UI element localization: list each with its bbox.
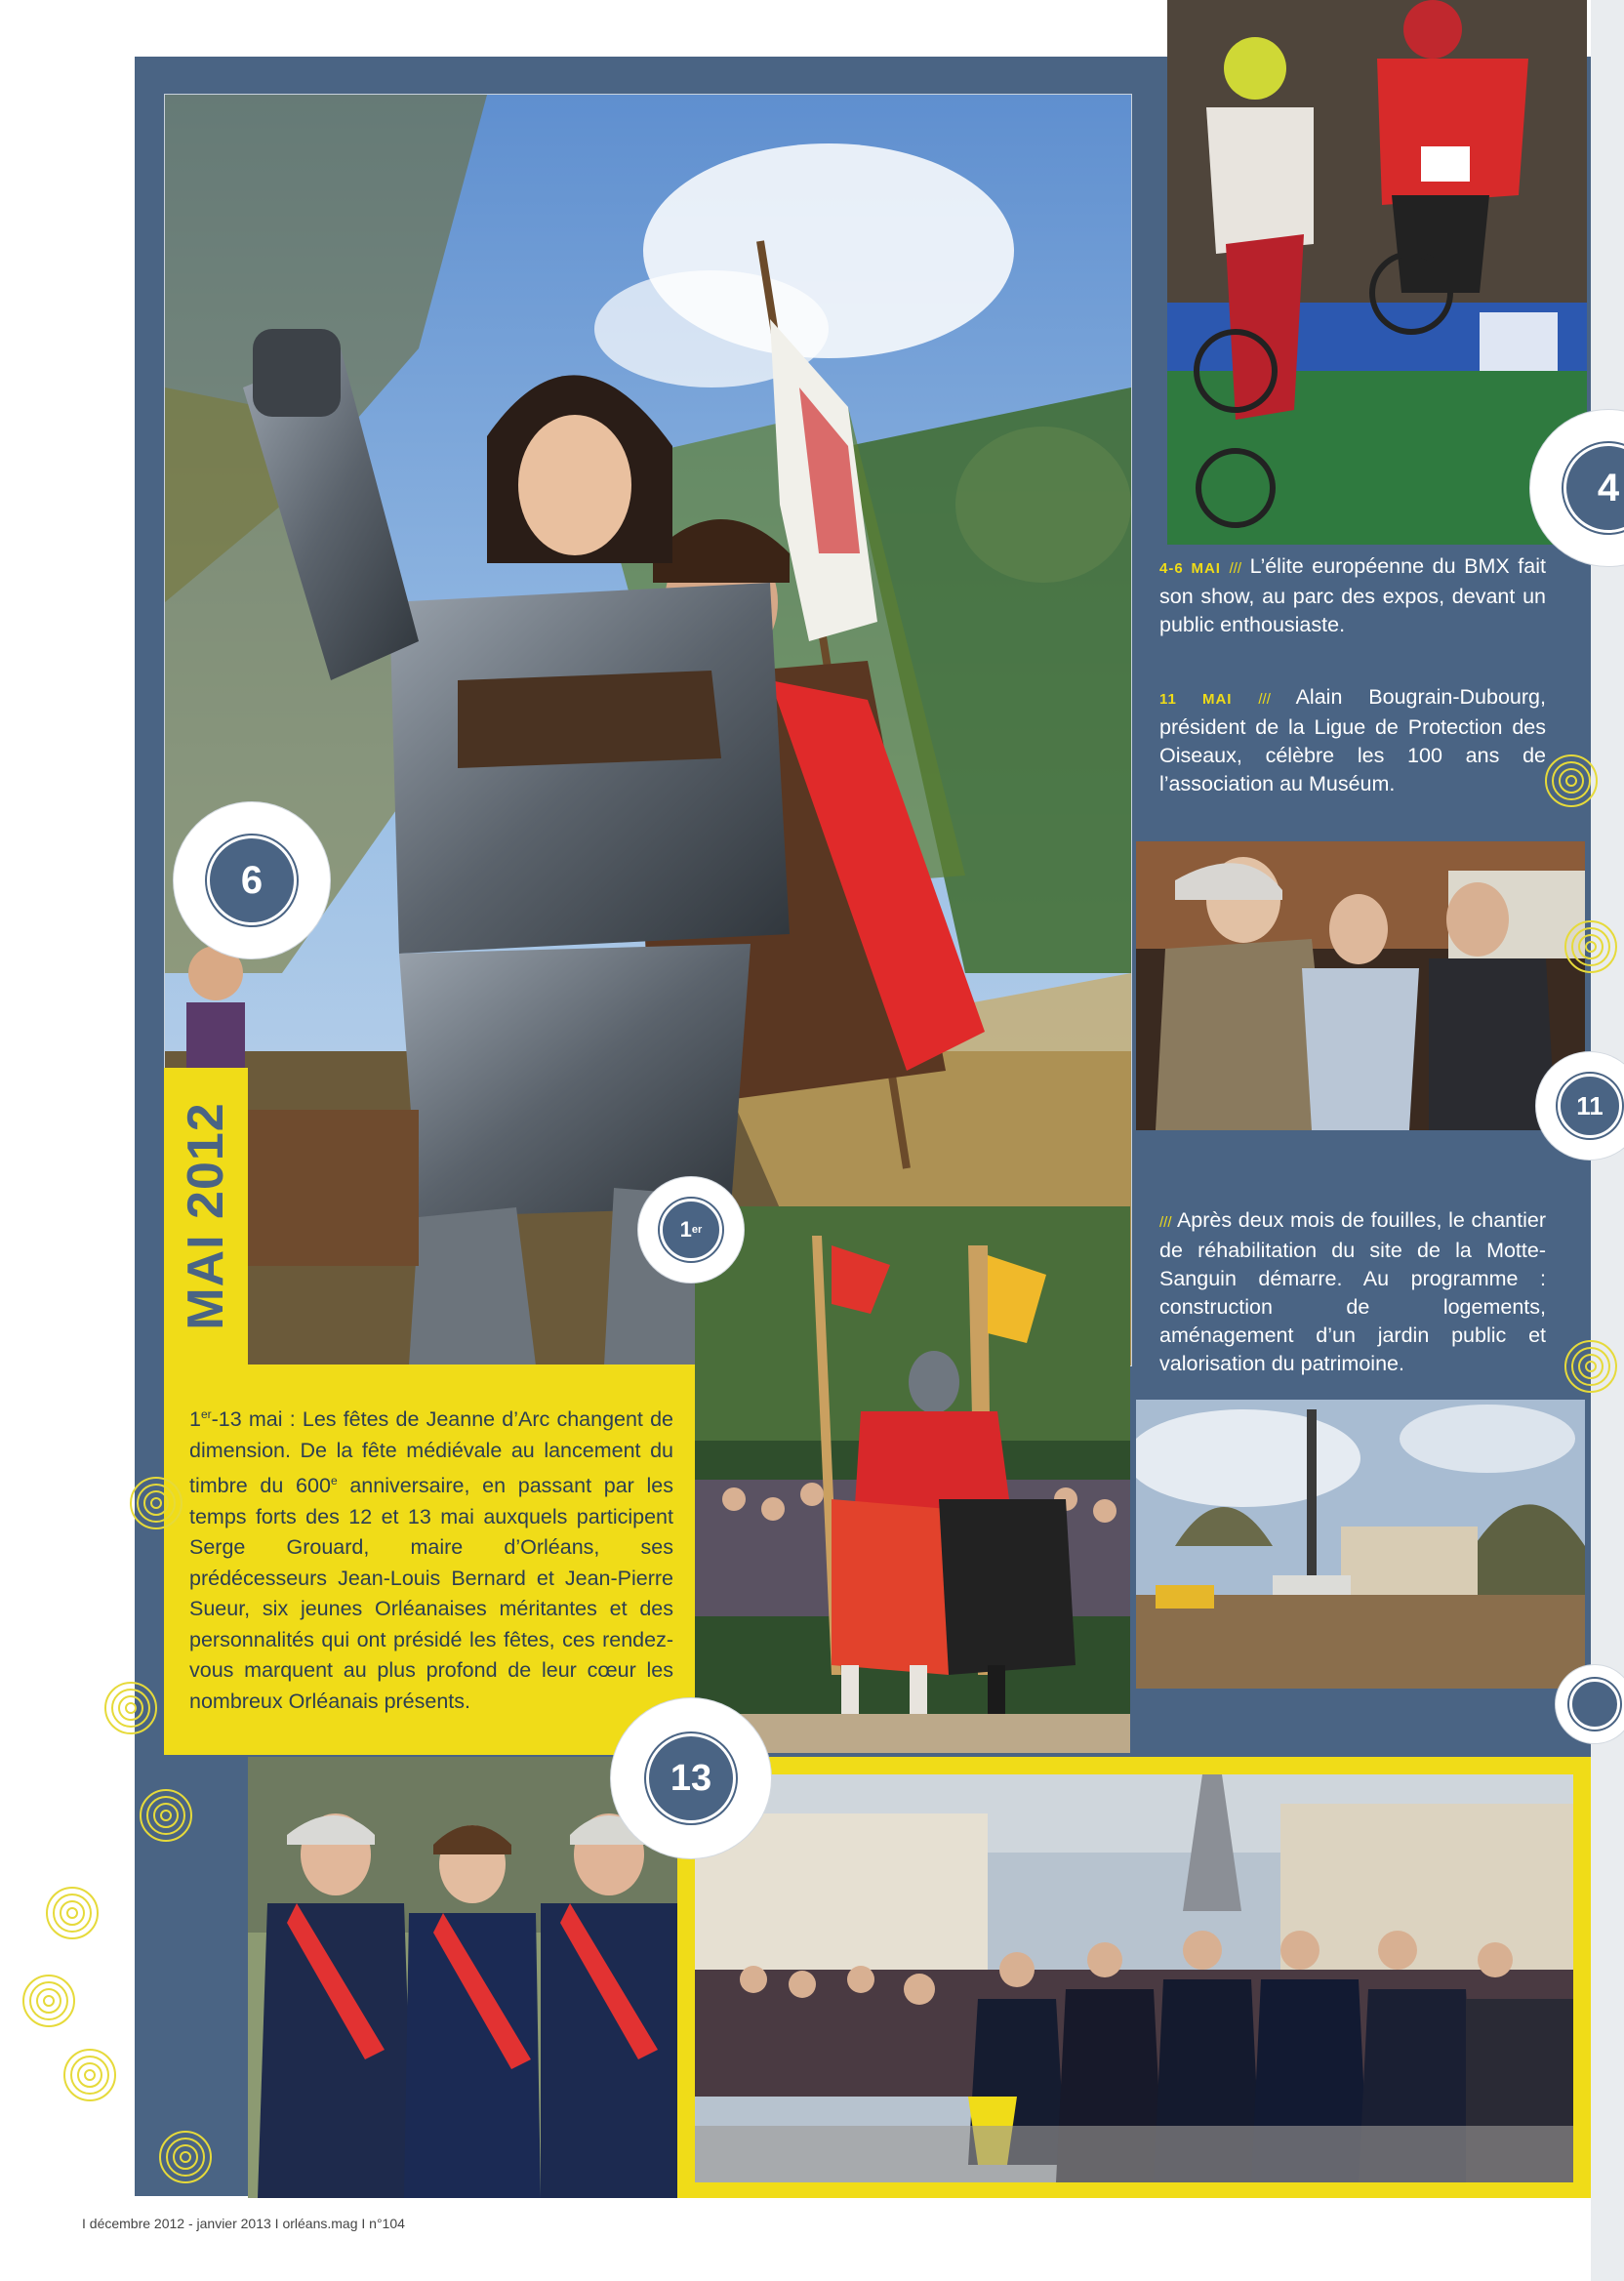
main-text-ordinal-sup: e	[330, 1474, 338, 1488]
day-badge-6	[174, 802, 330, 958]
caption-oiseaux	[1159, 683, 1546, 798]
day-badge-1er-digit: 1	[679, 1217, 692, 1242]
spiral-decor-icon	[102, 1679, 160, 1737]
photo-mayors-illustration	[248, 1757, 677, 2198]
caption-fouilles-text: Après deux mois de fouilles, le chantier de réhabilitation du site de la Motte-Sanguin démarre. Au programme : construction de logements, aménagement d’un jardin public et valorisation du patrimoine.	[1159, 1208, 1546, 1375]
day-badge-4-number: 4	[1563, 443, 1624, 533]
caption-bmx	[1159, 552, 1546, 639]
caption-oiseaux-text: Alain Bougrain-Dubourg, président de la Ligue de Protection des Oiseaux, célèbre les 100 ans de l’association au Muséum.	[1159, 685, 1546, 795]
main-text-part-a: -13 mai : Les fêtes de Jeanne d’Arc changent de dimension. De la fête médiévale au lancement du timbre du 600	[189, 1407, 673, 1498]
spiral-decor-icon	[137, 1786, 195, 1845]
day-badge-13	[611, 1698, 771, 1858]
caption-bmx-date: 4-6 MAI	[1159, 560, 1221, 577]
photo-street-parade	[695, 1774, 1573, 2182]
spiral-decor-icon	[61, 2046, 119, 2104]
caption-bmx-text: L’élite européenne du BMX fait son show, au parc des expos, devant un public enthousiaste.	[1159, 554, 1546, 636]
caption-fouilles	[1159, 1206, 1546, 1378]
ring-badge-empty-center	[1569, 1679, 1620, 1730]
photo-museum-event	[1136, 841, 1585, 1130]
photo-joan-illustration	[165, 95, 1131, 1365]
day-badge-11-number: 11	[1558, 1074, 1622, 1138]
day-badge-13-number: 13	[646, 1733, 736, 1823]
month-title: MAI 2012	[178, 1102, 234, 1330]
spiral-decor-icon	[20, 1972, 78, 2030]
spiral-decor-icon	[1542, 752, 1601, 810]
spiral-decor-icon	[156, 2128, 215, 2186]
photo-construction-site	[1136, 1400, 1585, 1689]
day-badge-1er	[638, 1177, 744, 1283]
caption-oiseaux-date: 11 MAI	[1159, 691, 1233, 708]
spiral-decor-icon	[1562, 917, 1620, 976]
photo-joan-of-arc-festival	[164, 94, 1132, 1366]
spiral-decor-icon	[43, 1884, 102, 1942]
photo-site-illustration	[1136, 1400, 1585, 1689]
photo-bmx-illustration	[1167, 0, 1587, 545]
photo-horse-illustration	[695, 1206, 1130, 1753]
main-text-day-sup: er	[200, 1407, 212, 1421]
spiral-decor-icon	[127, 1474, 185, 1532]
photo-medieval-horse-parade	[695, 1206, 1130, 1753]
main-text-part-b: anniversaire, en passant par les temps forts des 12 et 13 mai auxquels participent Serge Grouard, maire d’Orléans, ses prédécesseurs Jean-Louis Bernard et Jean-Pierre Sueur, six jeunes Orléanaises méritantes et des personnalités qui ont présidé les fêtes, ces rendez-vous marquent au plus profond de leur cœur les nombreux Orléanais présents.	[189, 1474, 674, 1713]
main-text-day: 1	[189, 1407, 201, 1432]
photo-museum-illustration	[1136, 841, 1585, 1130]
day-badge-6-number: 6	[207, 835, 297, 925]
page-footer: I décembre 2012 - janvier 2013 I orléans.mag I n°104	[82, 2216, 405, 2231]
photo-parade-illustration	[695, 1774, 1573, 2182]
main-text-box	[164, 1365, 695, 1755]
spiral-decor-icon	[1562, 1337, 1620, 1396]
caption-bmx-slash: ///	[1229, 560, 1242, 577]
main-article-text	[189, 1400, 673, 1717]
photo-mayors-with-sashes	[248, 1757, 677, 2198]
ring-badge-empty	[1556, 1665, 1624, 1743]
caption-oiseaux-slash: ///	[1258, 691, 1271, 708]
day-badge-1er-sup: er	[691, 1224, 703, 1236]
day-badge-1er-number	[660, 1199, 722, 1261]
caption-fouilles-slash: ///	[1159, 1214, 1172, 1231]
photo-bmx-race	[1167, 0, 1587, 545]
